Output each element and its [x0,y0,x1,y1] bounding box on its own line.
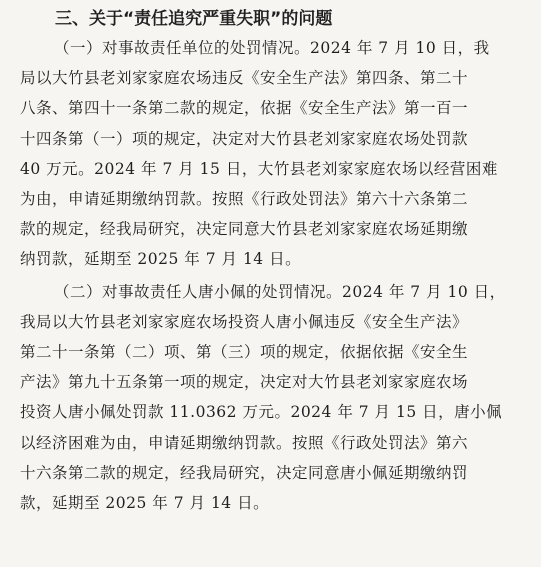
paragraph-line: 以经济困难为由，申请延期缴纳罚款。按照《行政处罚法》第六 [20,433,469,452]
paragraph-line: 投资人唐小佩处罚款 11.0362 万元。2024 年 7 月 15 日，唐小佩 [20,403,503,422]
paragraph-line: （二）对事故责任人唐小佩的处罚情况。2024 年 7 月 10 日， [54,282,506,301]
paragraph-line: （一）对事故责任单位的处罚情况。2024 年 7 月 10 日，我 [54,39,490,57]
paragraph-line: 为由，申请延期缴纳罚款。按照《行政处罚法》第六十六条第二 [20,190,469,209]
paragraph-line: 款，延期至 2025 年 7 月 14 日。 [20,494,270,513]
paragraph-unit-penalty [20,33,521,275]
paragraph-line: 十四条第（一）项的规定，决定对大竹县老刘家家庭农场处罚款 [20,129,469,148]
paragraph-line: 款的规定，经我局研究，决定同意大竹县老刘家家庭农场延期缴 [20,220,469,239]
paragraph-line: 我局以大竹县老刘家家庭农场投资人唐小佩违反《安全生产法》 [20,312,469,331]
paragraph-line: 八条、第四十一条第二款的规定，依据《安全生产法》第一百一 [20,99,469,118]
paragraph-line: 第二十一条第（二）项、第（三）项的规定，依据依据《安全生 [20,343,469,362]
paragraph-line: 产法》第九十五条第一项的规定，决定对大竹县老刘家家庭农场 [20,373,469,392]
section-heading: 三、关于“责任追究严重失职”的问题 [55,9,333,29]
paragraph-line: 局以大竹县老刘家家庭农场违反《安全生产法》第四条、第二十 [20,69,469,88]
paragraph-line: 纳罚款，延期至 2025 年 7 月 14 日。 [20,250,302,269]
paragraph-person-penalty [20,277,521,519]
paragraph-line: 十六条第二款的规定，经我局研究，决定同意唐小佩延期缴纳罚 [20,463,469,482]
paragraph-line: 40 万元。2024 年 7 月 15 日，大竹县老刘家家庭农场以经营困难 [20,159,498,178]
